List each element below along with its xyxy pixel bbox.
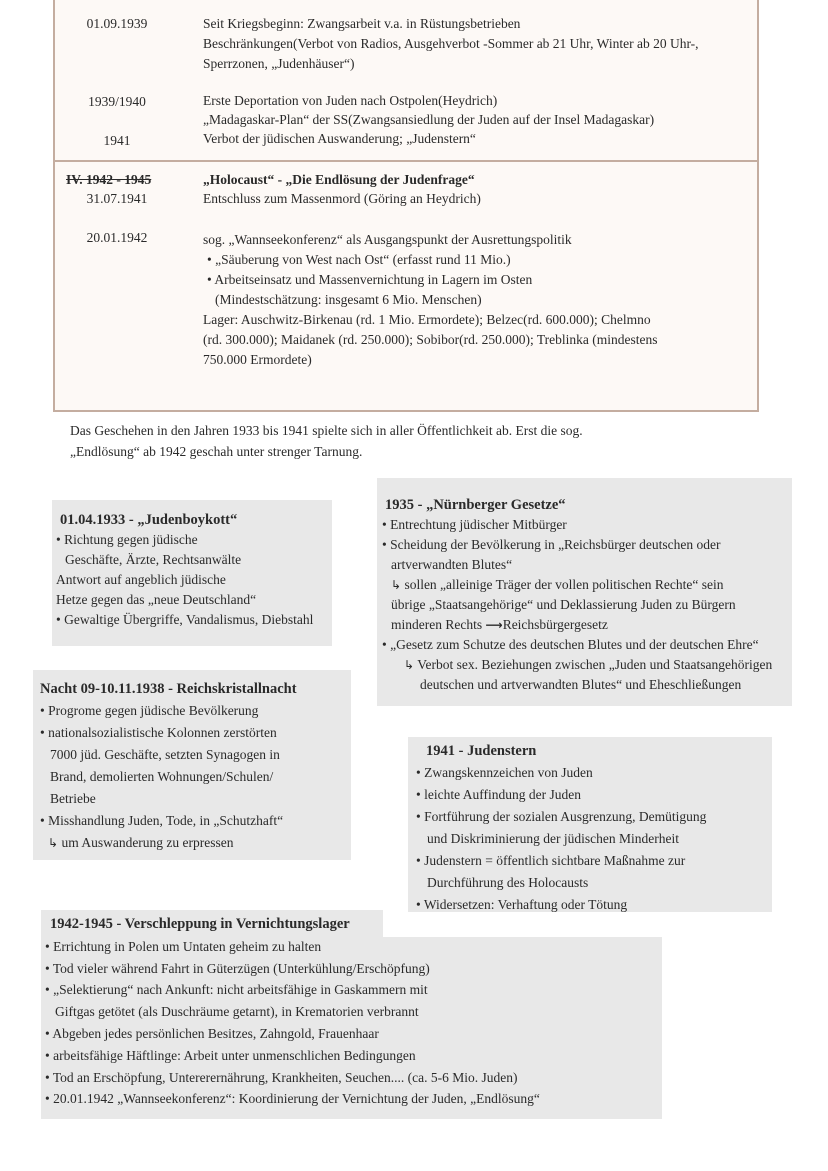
box-line: übrige „Staatsangehörige“ und Deklassierung Juden zu Bürgern (391, 597, 736, 612)
box-line-text: sollen „alleinige Träger der vollen politischen Rechte“ sein (404, 577, 724, 592)
box-vernichtungslager-content (45, 914, 540, 1110)
timeline-text: 750.000 Ermordete) (203, 352, 312, 367)
timeline-date: 1939/1940 (88, 94, 146, 109)
box-title: Nacht 09-10.11.1938 - Reichskristallnacht (40, 681, 297, 697)
timeline-text: Sperrzonen, „Judenhäuser“) (203, 56, 355, 71)
box-line-text: um Auswanderung zu erpressen (61, 835, 234, 850)
box-line: • Progrome gegen jüdische Bevölkerung (40, 703, 259, 718)
box-line: Durchführung des Holocausts (427, 875, 589, 890)
box-line: 7000 jüd. Geschäfte, setzten Synagogen in (50, 747, 280, 762)
box-line: • nationalsozialistische Kolonnen zerstörten (40, 725, 277, 740)
arrow-icon: ↳ (404, 658, 415, 672)
box-line: • Zwangskennzeichen von Juden (416, 765, 593, 780)
box-title: 1941 - Judenstern (426, 743, 537, 759)
box-line-text: minderen Rechts (391, 617, 483, 632)
box-line: • Judenstern = öffentlich sichtbare Maßnahme zur (416, 853, 686, 868)
box-line: Brand, demolierten Wohnungen/Schulen/ (50, 769, 274, 784)
box-line: Giftgas getötet (als Duschräume getarnt), in Krematorien verbrannt (55, 1004, 419, 1020)
box-line: • Widersetzen: Verhaftung oder Tötung (416, 897, 628, 912)
box-line: • Abgeben jedes persönlichen Besitzes, Zahngold, Frauenhaar (45, 1025, 379, 1041)
intro-line: „Endlösung“ ab 1942 geschah unter strenger Tarnung. (70, 444, 363, 459)
timeline-text: (Mindestschätzung: insgesamt 6 Mio. Menschen) (215, 292, 482, 307)
box-line: • „Gesetz zum Schutze des deutschen Blutes und der deutschen Ehre“ (382, 637, 759, 652)
box-line (382, 615, 792, 635)
box-line: • Richtung gegen jüdische (56, 532, 198, 547)
arrow-icon: ↳ (48, 836, 59, 850)
section-heading: „Holocaust“ - „Die Endlösung der Judenfrage“ (203, 172, 475, 187)
timeline-text: „Madagaskar-Plan“ der SS(Zwangsansiedlung der Juden auf der Insel Madagaskar) (203, 112, 655, 127)
timeline-text: Lager: Auschwitz-Birkenau (rd. 1 Mio. Ermordete); Belzec(rd. 600.000); Chelmno (203, 312, 651, 327)
box-line: Geschäfte, Ärzte, Rechtsanwälte (65, 552, 242, 567)
box-line: • Scheidung der Bevölkerung in „Reichsbürger deutschen oder (382, 537, 721, 552)
box-line: • Gewaltige Übergriffe, Vandalismus, Diebstahl (56, 612, 314, 627)
timeline-text: (rd. 300.000); Maidanek (rd. 250.000); Sobibor(rd. 250.000); Treblinka (mindestens (203, 332, 658, 347)
timeline-text: sog. „Wannseekonferenz“ als Ausgangspunkt der Ausrettungspolitik (203, 232, 572, 247)
box-line: Hetze gegen das „neue Deutschland“ (56, 592, 257, 607)
box-line: deutschen und artverwandten Blutes“ und Eheschließungen (420, 677, 742, 692)
box-judenboykott (52, 500, 332, 646)
box-title: 01.04.1933 - „Judenboykott“ (60, 512, 238, 528)
box-line: • leichte Auffindung der Juden (416, 787, 581, 802)
box-line (382, 655, 792, 675)
box-line: und Diskriminierung der jüdischen Minderheit (427, 831, 679, 846)
timeline-date: 01.09.1939 (86, 16, 148, 31)
timeline-text: Verbot der jüdischen Auswanderung; „Judenstern“ (203, 131, 476, 146)
timeline-text: Seit Kriegsbeginn: Zwangsarbeit v.a. in Rüstungsbetrieben (203, 16, 521, 31)
timeline-text: Entschluss zum Massenmord (Göring an Heydrich) (203, 191, 481, 206)
box-line (382, 575, 792, 595)
timeline-divider (55, 160, 757, 162)
box-line-text: Reichsbürgergesetz (502, 617, 608, 632)
box-nuernberger-gesetze (377, 478, 792, 706)
box-line: • Tod vieler während Fahrt in Güterzügen (Unterkühlung/Erschöpfung) (45, 960, 430, 976)
timeline-text: Beschränkungen(Verbot von Radios, Ausgehverbot -Sommer ab 21 Uhr, Winter ab 20 Uhr-, (203, 36, 699, 51)
box-judenstern (408, 737, 772, 912)
timeline-date: 31.07.1941 (86, 191, 148, 206)
box-title: 1935 - „Nürnberger Gesetze“ (385, 497, 566, 513)
intro-paragraph (70, 420, 583, 462)
box-line: • „Selektierung“ nach Ankunft: nicht arbeitsfähige in Gaskammern mit (45, 982, 428, 998)
box-line-text: Verbot sex. Beziehungen zwischen „Juden und Staatsangehörigen (417, 657, 773, 672)
box-line: • 20.01.1942 „Wannseekonferenz“: Koordinierung der Vernichtung der Juden, „Endlösung“ (45, 1091, 540, 1107)
section-heading-date: IV. 1942 - 1945 (66, 172, 152, 187)
box-reichskristallnacht (33, 670, 351, 860)
box-line: • Errichtung in Polen um Untaten geheim zu halten (45, 938, 322, 954)
box-line: • Misshandlung Juden, Tode, in „Schutzhaft“ (40, 813, 284, 828)
arrow-right-icon: ⟶ (485, 618, 503, 632)
box-line: • Entrechtung jüdischer Mitbürger (382, 517, 567, 532)
box-line: • Fortführung der sozialen Ausgrenzung, Demütigung (416, 809, 707, 824)
box-line: Antwort auf angeblich jüdische (56, 572, 226, 587)
timeline-text: • „Säuberung von West nach Ost“ (erfasst rund 11 Mio.) (207, 252, 511, 267)
box-line: • arbeitsfähige Häftlinge: Arbeit unter unmenschlichen Bedingungen (45, 1047, 416, 1063)
box-line: • Tod an Erschöpfung, Untererernährung, Krankheiten, Seuchen.... (ca. 5-6 Mio. Juden) (45, 1069, 518, 1085)
timeline-date: 1941 (103, 133, 131, 148)
timeline-date: 20.01.1942 (86, 230, 148, 245)
box-line: artverwandten Blutes“ (391, 557, 513, 572)
timeline-text: • Arbeitseinsatz und Massenvernichtung in Lagern im Osten (207, 272, 533, 287)
box-line: Betriebe (50, 791, 96, 806)
box-title: 1942-1945 - Verschleppung in Vernichtungslager (50, 916, 350, 932)
intro-line: Das Geschehen in den Jahren 1933 bis 1941 spielte sich in aller Öffentlichkeit ab. Erst die sog. (70, 423, 583, 438)
timeline-text: Erste Deportation von Juden nach Ostpolen(Heydrich) (203, 93, 498, 108)
box-line (40, 832, 351, 854)
arrow-icon: ↳ (391, 578, 402, 592)
